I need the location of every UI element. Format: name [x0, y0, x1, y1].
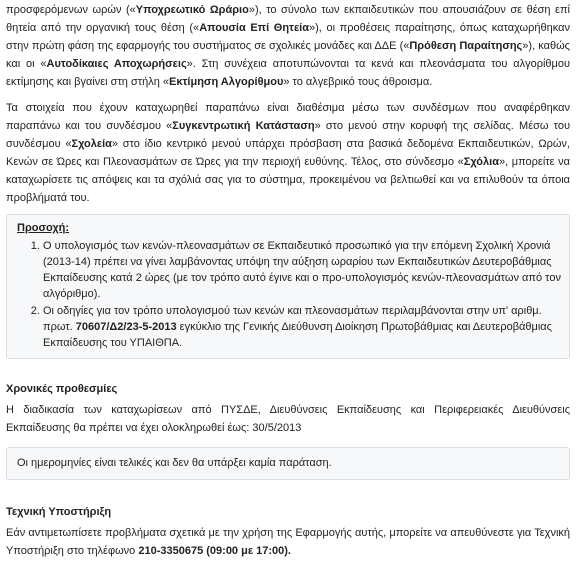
bold-text: 210-3350675 (09:00 με 17:00).: [138, 545, 291, 557]
support-heading: Τεχνική Υποστήριξη: [6, 506, 112, 518]
intro-paragraph-2: [6, 99, 570, 207]
text-run: Τα στοιχεία που έχουν καταχωρηθεί παραπάνω είναι διαθέσιμα μέσω των συνδέσμων που αναφέρθηκαν παραπάνω και του συνδέσμου «: [6, 102, 570, 132]
text-run: » στο μενού στην κορυφή της σελίδας. Μέσω του συνδέσμου «: [6, 120, 571, 150]
bold-text: Εκτίμηση Αλγορίθμου: [169, 76, 284, 88]
text-run: Εάν αντιμετωπίσετε προβλήματα σχετικά με την χρήση της Εφαρμογής αυτής, μπορείτε να απευθύνεστε για Τεχνική Υποστήριξη στο τηλέφωνο: [6, 527, 570, 557]
support-text: [6, 524, 570, 560]
bold-text: 70607/Δ2/23-5-2013: [75, 321, 177, 333]
attention-item-2: [43, 303, 561, 351]
text-run: »), καθώς και οι «: [6, 40, 570, 70]
deadlines-text: Η διαδικασία των καταχωρίσεων από ΠΥΣΔΕ, Διευθύνσεις Εκπαίδευσης και Περιφερειακές Διευθύνσεις Εκπαίδευσης θα πρέπει να έχει ολοκληρωθεί έως: 30/5/2013: [6, 404, 570, 434]
text-run: εγκύκλιο της Γενικής Διεύθυνση Διοίκηση Πρωτοβάθμιας και Δευτεροβάθμιας Εκπαίδευσης του ΥΠΑΙΘΠΑ.: [43, 321, 552, 349]
attention-title: Προσοχή:: [17, 222, 70, 234]
text-run: »), το σύνολο των εκπαιδευτικών που απουσιάζουν σε θέση επί θητεία από την οργανική τους θέση («: [6, 4, 570, 34]
text-run: » το αλγεβρικό τους άθροισμα.: [283, 76, 433, 88]
text-run: Οι οδηγίες για τον τρόπο υπολογισμού των κενών και πλεονασμάτων περιλαμβάνονται στην υπ' αριθμ. πρωτ.: [43, 305, 542, 333]
bold-text: Σχόλια: [463, 156, 499, 168]
deadlines-notice: Οι ημερομηνίες είναι τελικές και δεν θα υπάρξει καμία παράταση.: [6, 447, 570, 480]
text-run: προσφερόμενων ωρών («: [6, 4, 136, 16]
bold-text: Υποχρεωτικό Ωράριο: [135, 4, 249, 16]
text-run: ». Στη συνέχεια αποτυπώνονται τα κενά και πλεονάσματα του αλγορίθμου εκτίμησης και βγαίνει στη στήλη «: [6, 58, 570, 88]
text-run: » στο ίδιο κεντρικό μενού υπάρχει πρόσβαση στα βασικά δεδομένα Εκπαιδευτικών, Ωρών, Κενών σε Ώρες και Πλεονασμάτων σε Ώρες για την περιοχή ευθύνης. Τέλος, στο σύνδεσμο «: [6, 138, 570, 168]
deadlines-heading: Χρονικές προθεσμίες: [6, 383, 118, 395]
bold-text: Σχολεία: [71, 138, 112, 150]
text-run: Ο υπολογισμός των κενών-πλεονασμάτων σε Εκπαιδευτικό προσωπικό για την επόμενη Σχολική Χρονιά (2013-14) πρέπει να γίνει λαμβάνοντας υπόψη την αύξηση ωραρίου των Εκπαιδευτικών Δευτεροβάθμιας Εκπαίδευσης κατά 2 ώρες (με τον τρόπο αυτό έγινε και ο προ-υπολογισμός κενών-πλεονασμάτων από τον αλγόριθμο).: [43, 240, 561, 300]
bold-text: Αυτοδίκαιες Αποχωρήσεις: [46, 58, 187, 70]
attention-notice: [6, 214, 570, 359]
text-run: », μπορείτε να καταχωρίσετε τις απόψεις και τα σχόλιά σας για το σύστημα, προκειμένου να βελτιωθεί και να επιλυθούν τα όποια προβλήματά του.: [6, 156, 570, 204]
attention-item-1: [43, 238, 561, 302]
page-content: [6, 0, 570, 560]
bold-text: Πρόθεση Παραίτησης: [409, 40, 523, 52]
bold-text: Απουσία Επί Θητεία: [199, 22, 309, 34]
intro-paragraph-1: [6, 1, 570, 91]
attention-list: [15, 238, 561, 351]
text-run: »), οι προθέσεις παραίτησης, όπως καταχωρήθηκαν στην πρώτη φάση της εφαρμογής του συστήματος σε σχολικές μονάδες και ΔΔΕ («: [6, 22, 570, 52]
bold-text: Συγκεντρωτική Κατάσταση: [172, 120, 315, 132]
